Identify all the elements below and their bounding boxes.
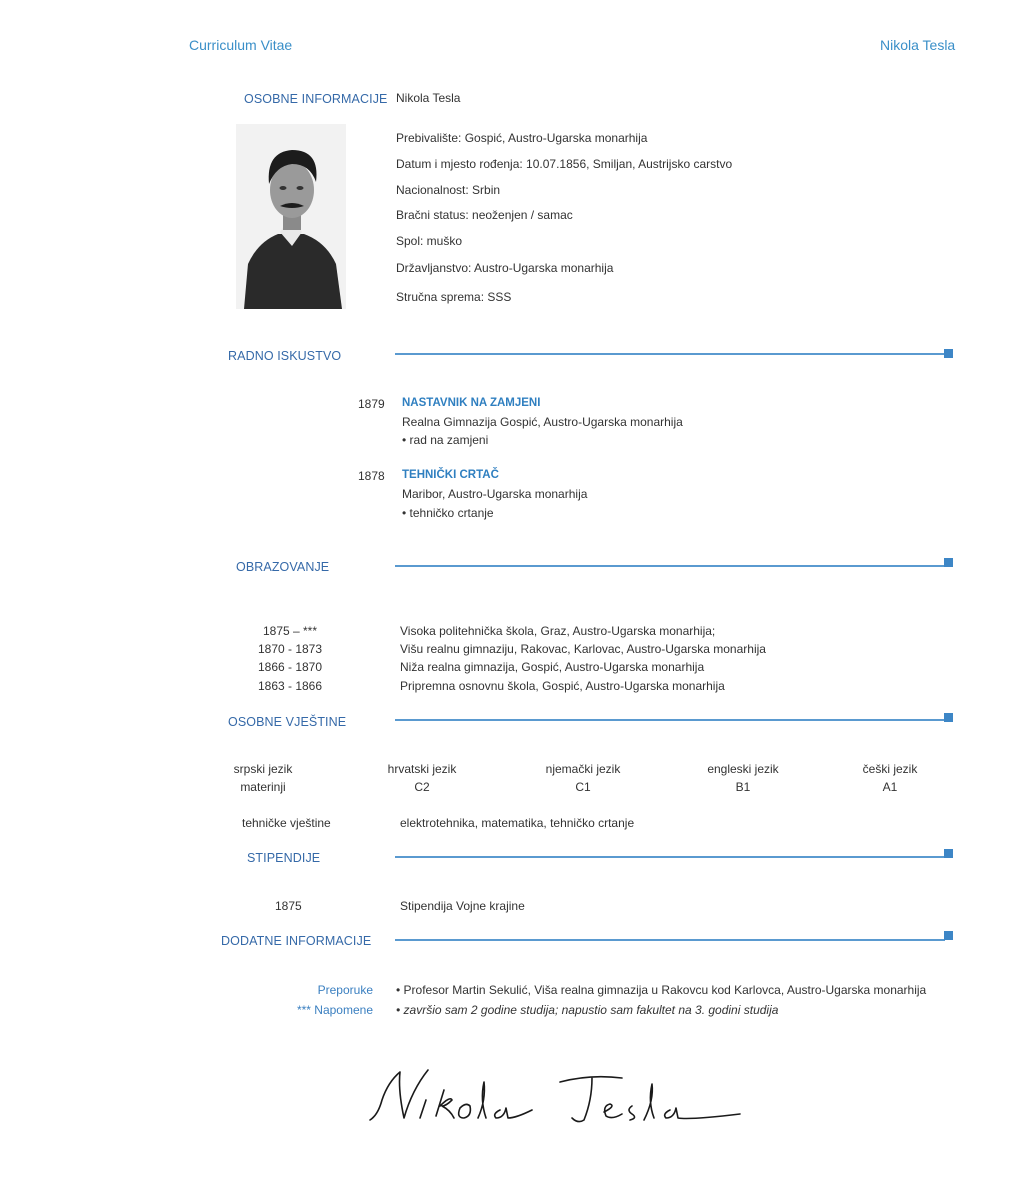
personal-detail: Državljanstvo: Austro-Ugarska monarhija (396, 261, 614, 275)
section-rule (395, 565, 945, 567)
section-marker (944, 931, 953, 940)
job-bullet: • rad na zamjeni (402, 433, 489, 447)
language-level: C2 (414, 780, 430, 794)
language-name: srpski jezik (233, 762, 293, 776)
section-experience-title: RADNO ISKUSTVO (228, 349, 342, 363)
language-name: njemački jezik (545, 762, 621, 776)
signature-drawing (360, 1060, 760, 1140)
section-marker (944, 713, 953, 722)
job-title: NASTAVNIK NA ZAMJENI (402, 397, 541, 409)
section-marker (944, 558, 953, 567)
job-title: TEHNIČKI CRTAČ (402, 469, 499, 481)
education-text: Višu realnu gimnaziju, Rakovac, Karlovac, Austro-Ugarska monarhija (400, 642, 766, 656)
job-place: Realna Gimnazija Gospić, Austro-Ugarska monarhija (402, 415, 683, 429)
section-additional-title: DODATNE INFORMACIJE (221, 934, 372, 948)
language-level: C1 (575, 780, 591, 794)
job-year: 1878 (358, 469, 385, 483)
scholarship-year: 1875 (275, 899, 302, 913)
header-name: Nikola Tesla (880, 37, 956, 53)
scholarship-text: Stipendija Vojne krajine (400, 899, 525, 913)
language-level: B1 (735, 780, 751, 794)
section-rule (395, 719, 945, 721)
language-name: hrvatski jezik (387, 762, 457, 776)
personal-detail: Bračni status: neoženjen / samac (396, 208, 573, 222)
section-marker (944, 349, 953, 358)
section-scholarships-title: STIPENDIJE (247, 851, 321, 865)
section-rule (395, 939, 945, 941)
job-place: Maribor, Austro-Ugarska monarhija (402, 487, 588, 501)
personal-detail: Spol: muško (396, 234, 463, 248)
section-personal-title: OSOBNE INFORMACIJE (244, 92, 388, 106)
section-rule (395, 856, 945, 858)
education-text: Visoka politehnička škola, Graz, Austro-Ugarska monarhija; (400, 624, 716, 638)
language-level: materinji (240, 780, 286, 794)
section-marker (944, 849, 953, 858)
tech-skills-label: tehničke vještine (242, 816, 331, 830)
header-title: Curriculum Vitae (189, 37, 293, 53)
personal-detail: Prebivalište: Gospić, Austro-Ugarska monarhija (396, 131, 648, 145)
language-level: A1 (882, 780, 898, 794)
education-text: Niža realna gimnazija, Gospić, Austro-Ugarska monarhija (400, 660, 705, 674)
portrait-photo (236, 124, 346, 309)
language-name: češki jezik (862, 762, 918, 776)
tech-skills-value: elektrotehnika, matematika, tehničko crtanje (400, 816, 635, 830)
personal-name: Nikola Tesla (396, 91, 461, 105)
job-year: 1879 (358, 397, 385, 411)
section-rule (395, 353, 945, 355)
personal-detail: Stručna sprema: SSS (396, 290, 512, 304)
portrait-illustration (236, 124, 346, 309)
education-years: 1870 - 1873 (257, 642, 323, 656)
education-years: 1875 – *** (262, 624, 318, 638)
section-skills-title: OSOBNE VJEŠTINE (228, 715, 347, 729)
signature (360, 1060, 760, 1140)
references-label: Preporuke (317, 983, 373, 997)
section-education-title: OBRAZOVANJE (236, 560, 330, 574)
education-years: 1863 - 1866 (257, 679, 323, 693)
references-text: • Profesor Martin Sekulić, Viša realna gimnazija u Rakovcu kod Karlovca, Austro-Ugarska monarhija (396, 983, 927, 997)
notes-label: *** Napomene (296, 1003, 373, 1017)
education-years: 1866 - 1870 (257, 660, 323, 674)
personal-detail: Nacionalnost: Srbin (396, 183, 501, 197)
language-name: engleski jezik (707, 762, 779, 776)
personal-detail: Datum i mjesto rođenja: 10.07.1856, Smiljan, Austrijsko carstvo (396, 157, 733, 171)
job-bullet: • tehničko crtanje (402, 506, 494, 520)
education-text: Pripremna osnovnu škola, Gospić, Austro-Ugarska monarhija (400, 679, 725, 693)
notes-text: • završio sam 2 godine studija; napustio sam fakultet na 3. godini studija (396, 1003, 779, 1017)
